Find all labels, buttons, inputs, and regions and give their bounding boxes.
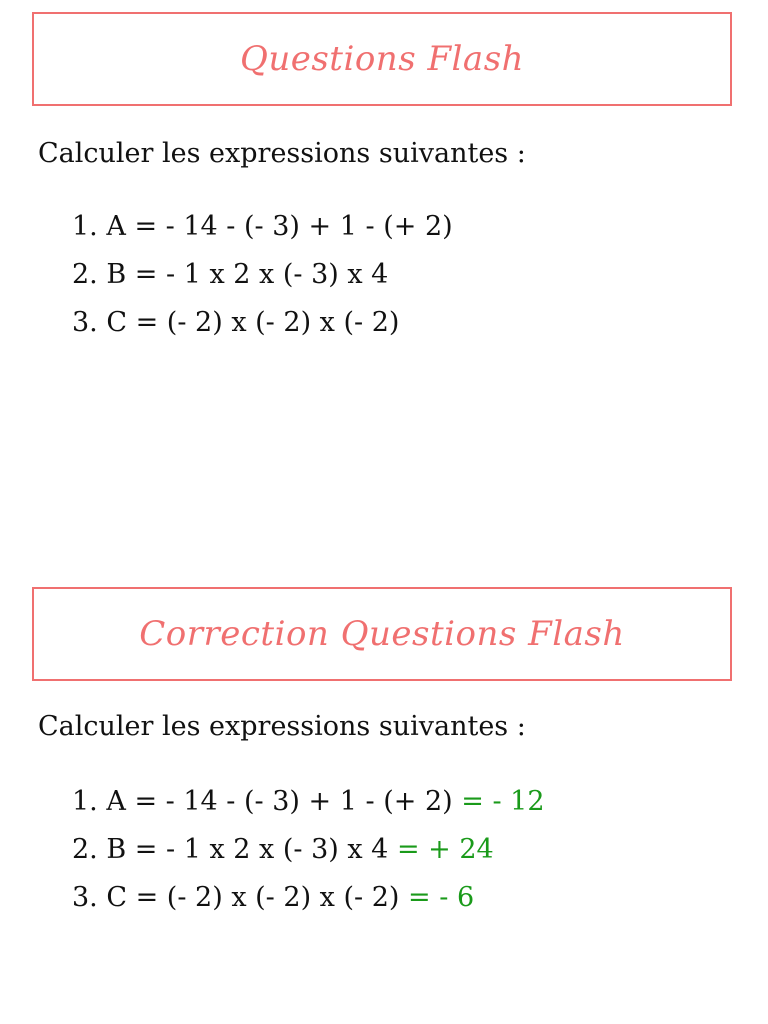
questions-intro: Calculer les expressions suivantes : (38, 138, 526, 169)
correction-expression: A = - 14 - (- 3) + 1 - (+ 2) (106, 786, 453, 817)
correction-answer: = - 12 (461, 786, 545, 817)
correction-expression: B = - 1 x 2 x (- 3) x 4 (106, 834, 389, 865)
correction-number: 2. (72, 834, 98, 865)
question-expression: A = - 14 - (- 3) + 1 - (+ 2) (106, 211, 453, 242)
question-item (72, 303, 453, 351)
question-item (72, 207, 453, 255)
correction-item (72, 878, 545, 926)
question-number: 3. (72, 307, 98, 338)
correction-answer: = - 6 (408, 882, 475, 913)
correction-title-box (32, 587, 732, 681)
correction-number: 3. (72, 882, 98, 913)
correction-number: 1. (72, 786, 98, 817)
correction-list (72, 782, 545, 926)
question-expression: C = (- 2) x (- 2) x (- 2) (106, 307, 400, 338)
questions-list (72, 207, 453, 351)
correction-expression: C = (- 2) x (- 2) x (- 2) (106, 882, 400, 913)
correction-item (72, 782, 545, 830)
questions-title-box (32, 12, 732, 106)
correction-answer: = + 24 (396, 834, 494, 865)
correction-item (72, 830, 545, 878)
question-number: 1. (72, 211, 98, 242)
question-number: 2. (72, 259, 98, 290)
questions-title: Questions Flash (239, 39, 525, 79)
correction-intro: Calculer les expressions suivantes : (38, 711, 526, 742)
question-item (72, 255, 453, 303)
correction-title: Correction Questions Flash (139, 614, 625, 654)
question-expression: B = - 1 x 2 x (- 3) x 4 (106, 259, 389, 290)
